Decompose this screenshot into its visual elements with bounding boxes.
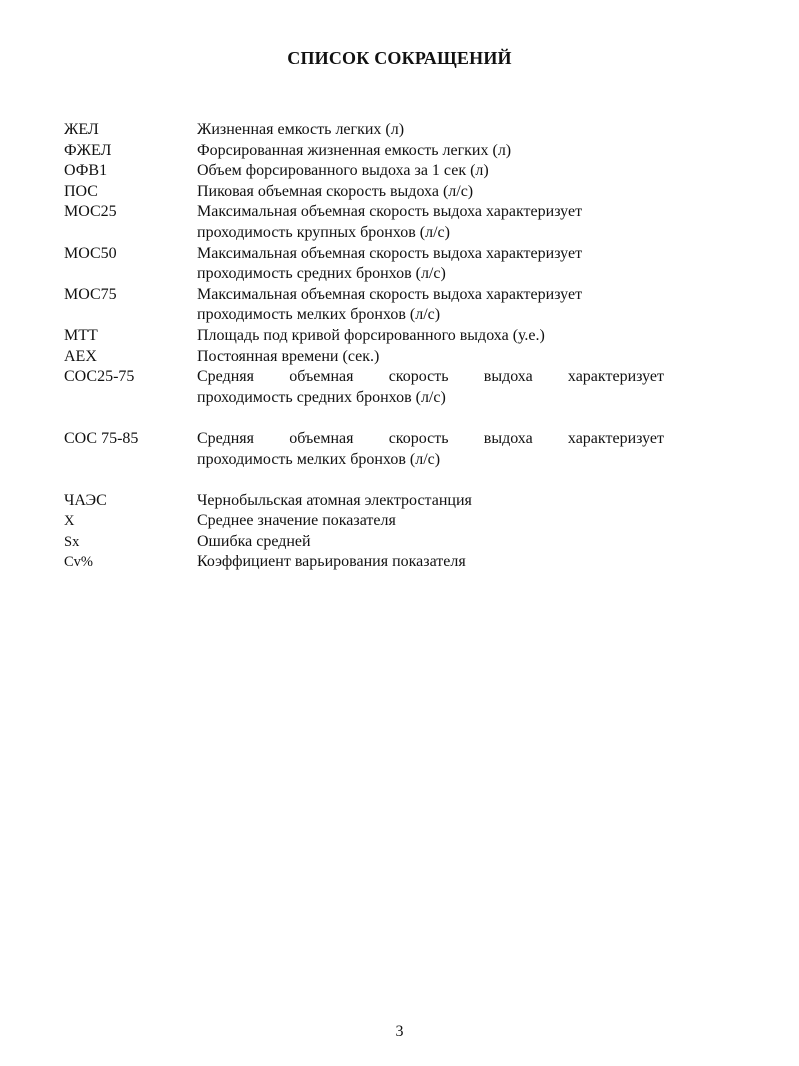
list-item <box>64 120 664 141</box>
abbreviation-definition <box>197 511 664 532</box>
definition-line: Максимальная объемная скорость выдоха характеризует <box>197 203 583 221</box>
abbreviation-term: Cv% <box>64 554 93 571</box>
abbreviation-term: АЕХ <box>64 347 97 365</box>
definition-line: Объем форсированного выдоха за 1 сек (л) <box>197 162 489 180</box>
abbreviation-definition <box>197 182 664 203</box>
definition-line: проходимость крупных бронхов (л/с) <box>197 223 450 241</box>
list-item <box>64 326 664 347</box>
definition-line: проходимость средних бронхов (л/с) <box>197 265 446 283</box>
abbreviation-term: ЖЕЛ <box>64 121 99 138</box>
definition-line: Средняя объемная скорость выдоха характеризует <box>197 368 664 386</box>
definition-line: Средняя объемная скорость выдоха характеризует <box>197 429 664 447</box>
abbreviation-definition <box>197 120 664 141</box>
list-item <box>64 182 664 203</box>
abbreviation-definition <box>197 326 664 347</box>
abbreviation-definition <box>197 552 664 573</box>
definition-line: Чернобыльская атомная электростанция <box>197 491 472 509</box>
list-item <box>64 244 664 285</box>
page-number: 3 <box>395 1023 404 1040</box>
abbreviation-list <box>64 120 664 573</box>
abbreviation-term: СОС25-75 <box>64 368 135 386</box>
definition-line: проходимость мелких бронхов (л/с) <box>197 450 441 468</box>
abbreviation-definition <box>197 347 664 368</box>
abbreviation-term: МОС50 <box>64 244 117 262</box>
definition-line: Пиковая объемная скорость выдоха (л/с) <box>197 182 474 200</box>
abbreviation-term: Sx <box>64 533 80 550</box>
abbreviation-definition <box>197 367 664 408</box>
list-item <box>64 491 664 512</box>
list-item <box>64 347 664 368</box>
abbreviation-definition <box>197 161 664 182</box>
abbreviation-term: ПОС <box>64 182 98 200</box>
definition-line: Среднее значение показателя <box>197 512 396 530</box>
definition-line: Ошибка средней <box>197 532 311 550</box>
abbreviation-term: ОФВ1 <box>64 162 108 180</box>
abbreviation-term: МТТ <box>64 326 98 344</box>
abbreviation-term: ЧАЭС <box>64 491 107 509</box>
abbreviation-term: МОС75 <box>64 285 117 303</box>
definition-line: Площадь под кривой форсированного выдоха (у.е.) <box>197 326 545 344</box>
definition-line: Максимальная объемная скорость выдоха характеризует <box>197 244 583 262</box>
list-item <box>64 202 664 243</box>
list-item <box>64 285 664 326</box>
definition-line: Максимальная объемная скорость выдоха характеризует <box>197 285 583 303</box>
list-item <box>64 141 664 162</box>
abbreviation-term: ФЖЕЛ <box>64 141 112 159</box>
abbreviation-definition <box>197 202 664 243</box>
abbreviation-definition <box>197 429 664 470</box>
list-item <box>64 511 664 532</box>
list-item <box>64 429 664 470</box>
definition-line: Коэффициент варьирования показателя <box>197 553 466 571</box>
definition-line: проходимость средних бронхов (л/с) <box>197 388 446 406</box>
abbreviation-definition <box>197 532 664 553</box>
definition-line: Постоянная времени (сек.) <box>197 347 380 365</box>
definition-line: Жизненная емкость легких (л) <box>197 121 405 138</box>
list-item <box>64 367 664 408</box>
abbreviation-definition <box>197 244 664 285</box>
abbreviation-term: МОС25 <box>64 203 117 221</box>
abbreviation-term: X <box>64 513 75 530</box>
abbreviation-definition <box>197 285 664 326</box>
abbreviation-definition <box>197 141 664 162</box>
list-item <box>64 161 664 182</box>
abbreviation-term: СОС 75-85 <box>64 429 139 447</box>
abbreviation-definition <box>197 491 664 512</box>
page-title: СПИСОК СОКРАЩЕНИЙ <box>287 48 512 68</box>
list-item <box>64 532 664 553</box>
definition-line: проходимость мелких бронхов (л/с) <box>197 306 441 324</box>
list-item <box>64 552 664 573</box>
definition-line: Форсированная жизненная емкость легких (л) <box>197 141 512 159</box>
